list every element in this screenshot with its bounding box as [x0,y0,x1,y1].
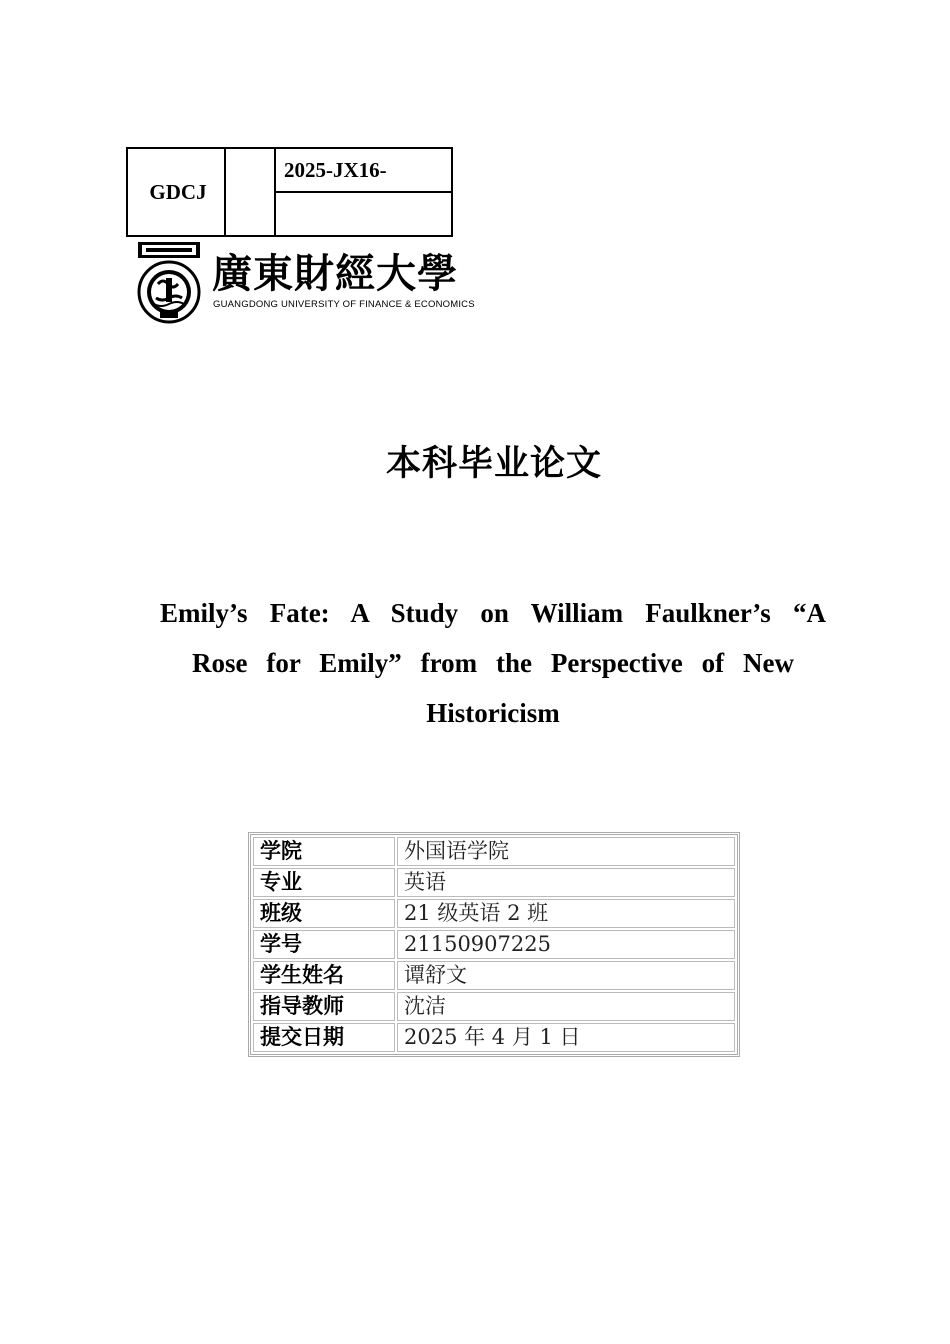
info-label: 专业 [253,868,395,897]
table-row [253,930,735,959]
code-number-second-row [275,192,452,236]
info-label: 班级 [253,899,395,928]
document-type-title: 本科毕业论文 [385,444,602,484]
student-info-table [248,832,740,1057]
university-emblem-icon [136,240,202,328]
info-label: 提交日期 [253,1023,395,1052]
info-value: 谭舒文 [397,961,735,990]
thesis-title-line: Historicism [426,698,560,728]
info-value: 外国语学院 [397,837,735,866]
table-row [253,899,735,928]
table-row [253,992,735,1021]
info-label: 指导教师 [253,992,395,1021]
info-value: 2025 年 4 月 1 日 [397,1023,735,1052]
university-name-en: GUANGDONG UNIVERSITY OF FINANCE & ECONOMICS [213,299,475,310]
table-row [253,1023,735,1052]
university-logo [136,240,475,328]
info-label: 学号 [253,930,395,959]
thesis-title-line: Rose for Emily” from the Perspective of New [192,648,794,678]
thesis-title [160,588,826,738]
university-name-cn: 廣東財經大學 [212,250,458,297]
info-value: 沈洁 [397,992,735,1021]
code-spacer-cell [225,148,275,236]
info-value: 21150907225 [397,930,735,959]
code-label: GDCJ [127,148,225,236]
info-value: 21 级英语 2 班 [397,899,735,928]
table-row [253,837,735,866]
table-row [253,868,735,897]
code-number: 2025-JX16- [275,148,452,192]
info-label: 学院 [253,837,395,866]
info-label: 学生姓名 [253,961,395,990]
table-row [253,961,735,990]
classification-code-box [126,147,453,237]
thesis-title-line: Emily’s Fate: A Study on William Faulkner’s “A [160,598,826,628]
info-value: 英语 [397,868,735,897]
